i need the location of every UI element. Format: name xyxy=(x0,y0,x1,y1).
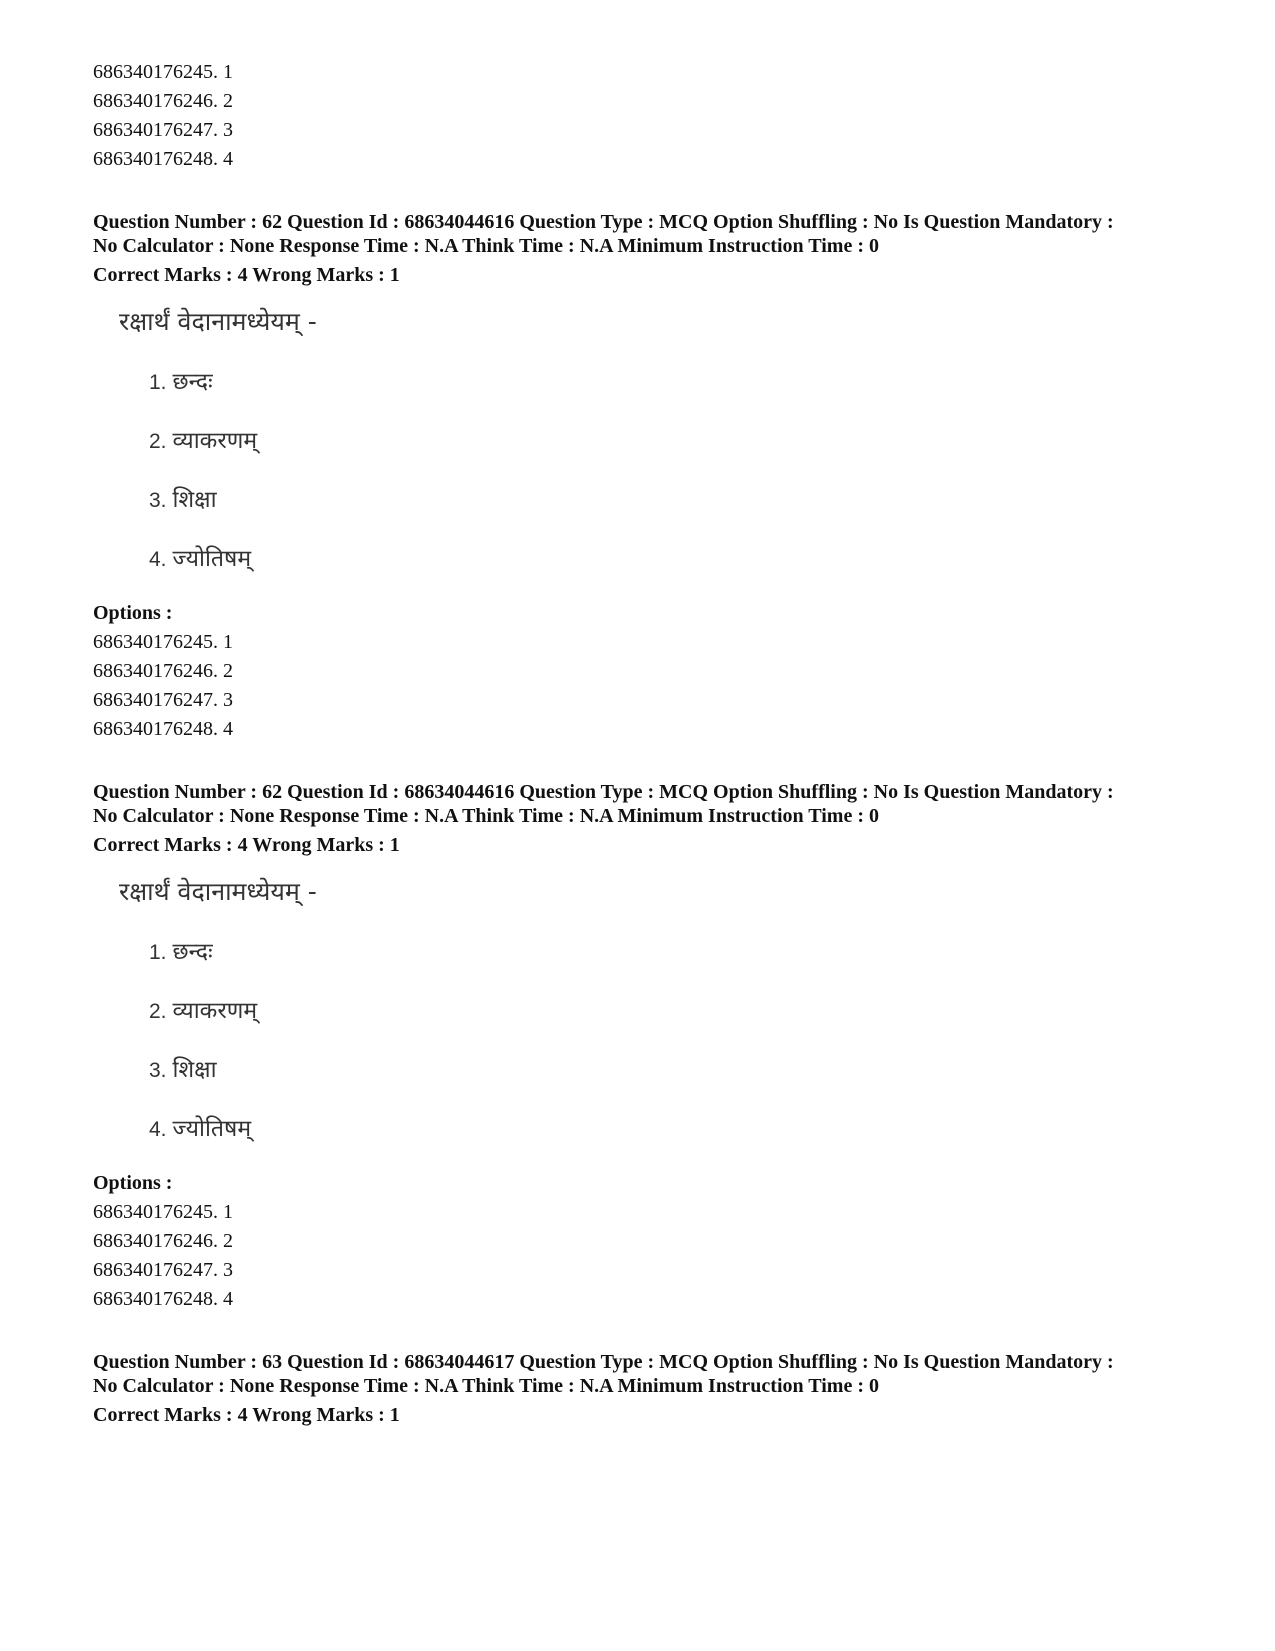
question-marks: Correct Marks : 4 Wrong Marks : 1 xyxy=(93,264,400,286)
option-line: 686340176246. 2 xyxy=(93,90,233,112)
question-block xyxy=(93,780,1193,1314)
question-header: Question Number : 62 Question Id : 68634044616 Question Type : MCQ Option Shuffling : No Is Question Mandatory : xyxy=(93,781,1114,803)
question-choice: 3. शिक्षा xyxy=(149,1057,217,1083)
option-line: 686340176247. 3 xyxy=(93,119,233,141)
option-line: 686340176246. 2 xyxy=(93,1230,233,1252)
option-line: 686340176248. 4 xyxy=(93,718,233,740)
question-header: No Calculator : None Response Time : N.A Think Time : N.A Minimum Instruction Time : 0 xyxy=(93,805,879,827)
question-choice: 3. शिक्षा xyxy=(149,487,217,513)
option-line: 686340176247. 3 xyxy=(93,1259,233,1281)
previous-question-options xyxy=(93,58,1193,174)
option-line: 686340176245. 1 xyxy=(93,631,233,653)
option-line: 686340176247. 3 xyxy=(93,689,233,711)
option-line: 686340176248. 4 xyxy=(93,1288,233,1310)
question-header: Question Number : 63 Question Id : 68634044617 Question Type : MCQ Option Shuffling : No Is Question Mandatory : xyxy=(93,1351,1114,1373)
question-block xyxy=(93,210,1193,744)
question-header: No Calculator : None Response Time : N.A Think Time : N.A Minimum Instruction Time : 0 xyxy=(93,235,879,257)
options-label: Options : xyxy=(93,1172,173,1194)
question-header: Question Number : 62 Question Id : 68634044616 Question Type : MCQ Option Shuffling : No Is Question Mandatory : xyxy=(93,211,1114,233)
question-stem: रक्षार्थं वेदानामध्येयम् - xyxy=(119,307,317,336)
question-image xyxy=(119,305,1193,577)
question-choice: 4. ज्योतिषम् xyxy=(149,1116,252,1142)
document-page xyxy=(93,58,1193,1427)
question-choice: 1. छन्दः xyxy=(149,369,213,395)
option-line: 686340176248. 4 xyxy=(93,148,233,170)
question-choice: 2. व्याकरणम् xyxy=(149,998,258,1024)
option-line: 686340176246. 2 xyxy=(93,660,233,682)
question-block xyxy=(93,1350,1193,1427)
question-marks: Correct Marks : 4 Wrong Marks : 1 xyxy=(93,1404,400,1426)
options-label: Options : xyxy=(93,602,173,624)
question-choice: 1. छन्दः xyxy=(149,939,213,965)
question-image xyxy=(119,875,1193,1147)
question-choice: 4. ज्योतिषम् xyxy=(149,546,252,572)
option-line: 686340176245. 1 xyxy=(93,61,233,83)
question-choice: 2. व्याकरणम् xyxy=(149,428,258,454)
question-header: No Calculator : None Response Time : N.A Think Time : N.A Minimum Instruction Time : 0 xyxy=(93,1375,879,1397)
question-marks: Correct Marks : 4 Wrong Marks : 1 xyxy=(93,834,400,856)
question-stem: रक्षार्थं वेदानामध्येयम् - xyxy=(119,877,317,906)
option-line: 686340176245. 1 xyxy=(93,1201,233,1223)
